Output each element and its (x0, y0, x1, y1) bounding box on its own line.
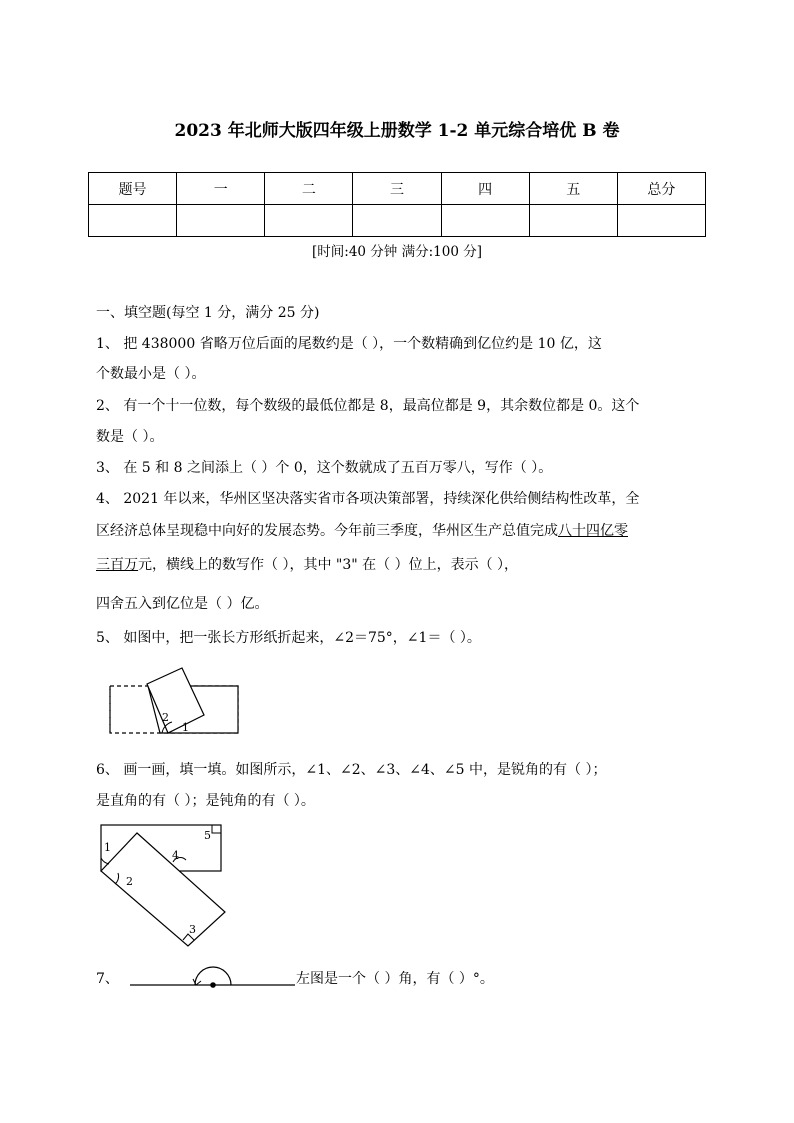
question-1-line-1: 1、 把 438000 省略万位后面的尾数约是（ ），一个数精确到亿位约是 10 亿，这 (96, 336, 602, 352)
score-header-cell: 四 (441, 173, 529, 205)
q6-figure-group (101, 825, 225, 946)
score-header-cell: 三 (353, 173, 441, 205)
question-5-line-1: 5、 如图中，把一张长方形纸折起来，∠2＝75°，∠1＝（ ）。 (96, 630, 481, 646)
q7-vertex-dot (210, 982, 216, 988)
q6-right-angle-mark (212, 825, 221, 833)
page-title: 2023 年北师大版四年级上册数学 1-2 单元综合培优 B 卷 (174, 121, 620, 141)
q6-angle-2-label: 2 (126, 875, 133, 888)
question-4-underlined-number: 八十四亿零 (558, 523, 628, 539)
question-6-line-1: 6、 画一画，填一填。如图所示，∠1、∠2、∠3、∠4、∠5 中，是锐角的有（ ）； (96, 762, 607, 778)
question-4-line-2-text: 区经济总体呈现稳中向好的发展态势。今年前三季度，华州区生产总值完成 (96, 523, 558, 539)
question-7-text: 左图是一个（ ）角，有（ ）°。 (296, 971, 494, 987)
q6-angle-4-label: 4 (172, 849, 179, 862)
time-info: [时间:40 分钟 满分:100 分] (312, 244, 482, 260)
score-header-cell: 题号 (89, 173, 177, 205)
question-4-line-4: 四舍五入到亿位是（ ）亿。 (96, 596, 269, 612)
q6-angle-3-label: 3 (189, 923, 196, 936)
q6-angle-1-label: 1 (104, 841, 111, 854)
question-4-line-1: 4、 2021 年以来，华州区坚决落实省市各项决策部署，持续深化供给侧结构性改革，全 (96, 491, 640, 507)
question-7-number: 7、 (96, 971, 119, 987)
question-2-line-2: 数是（ ）。 (96, 429, 164, 445)
section-heading: 一、填空题(每空 1 分，满分 25 分) (96, 305, 320, 321)
q5-figure-group (110, 668, 238, 734)
score-header-cell: 总分 (617, 173, 705, 205)
q6-folded-strip (101, 833, 225, 946)
q7-straight-angle-figure (130, 967, 295, 988)
q7-arrow-head (193, 979, 201, 985)
q6-angle-5-label: 5 (204, 829, 211, 842)
score-header-cell: 二 (265, 173, 353, 205)
q5-angle-1-label: 1 (182, 721, 189, 734)
question-4-underlined-number-cont: 三百万 (96, 557, 138, 573)
score-header-cell: 五 (529, 173, 617, 205)
question-4-line-3-text: 元，横线上的数写作（ ），其中 "3" 在（ ）位上，表示（ ）， (138, 557, 519, 573)
score-header-cell: 一 (177, 173, 265, 205)
question-3-line-1: 3、 在 5 和 8 之间添上（ ）个 0，这个数就成了五百万零八，写作（ ）。 (96, 460, 553, 476)
question-6-line-2: 是直角的有（ ）；是钝角的有（ ）。 (96, 793, 315, 809)
question-1-line-2: 个数最小是（ ）。 (96, 366, 206, 382)
q5-angle-2-label: 2 (162, 711, 169, 724)
question-2-line-1: 2、 有一个十一位数，每个数级的最低位都是 8，最高位都是 9，其余数位都是 0。这个 (96, 398, 640, 414)
